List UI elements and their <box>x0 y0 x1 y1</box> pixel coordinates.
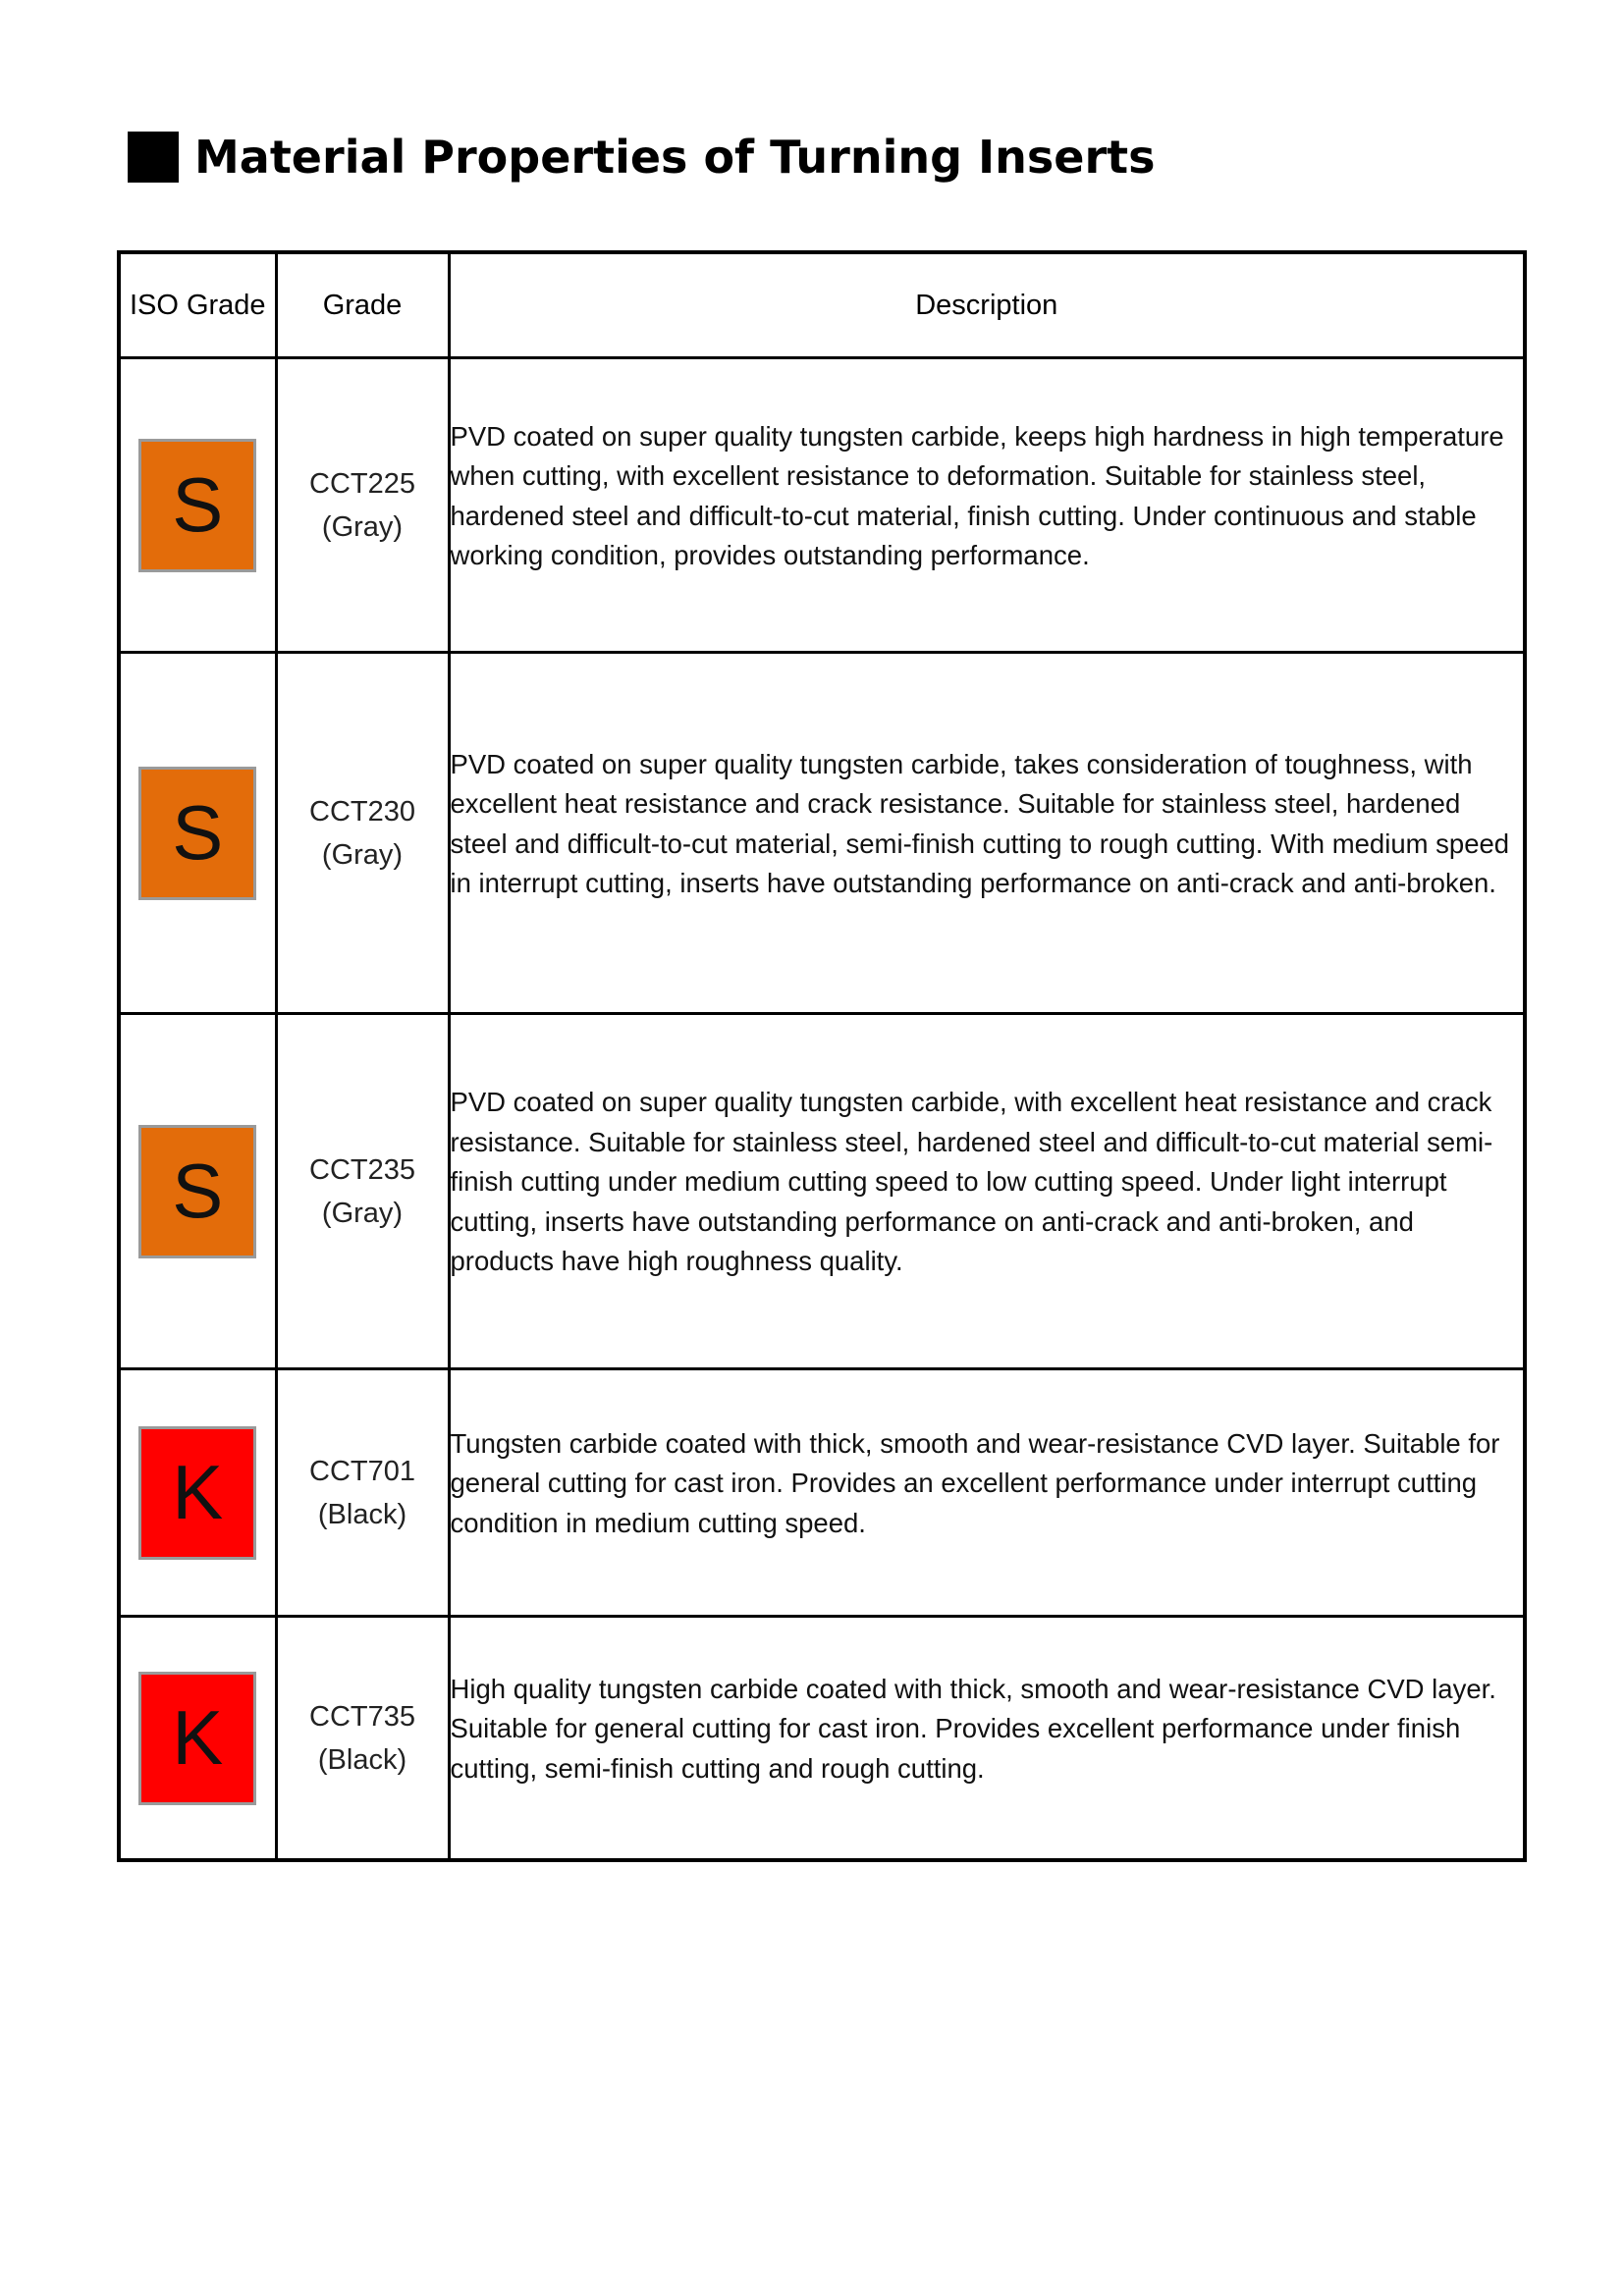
iso-grade-badge: S <box>138 767 256 900</box>
iso-grade-cell <box>119 1014 276 1369</box>
description-text: High quality tungsten carbide coated with thick, smooth and wear-resistance CVD layer. Suitable for general cutting for cast iron. Provides excellent performance under finish cutting, semi-finish cutting and rough cutting. <box>450 1673 1496 1784</box>
table-row <box>119 358 1525 653</box>
grade-code: CCT225 <box>309 467 415 500</box>
iso-grade-badge: K <box>138 1426 256 1560</box>
description-cell <box>449 653 1525 1014</box>
table-row <box>119 653 1525 1014</box>
description-text: PVD coated on super quality tungsten carbide, keeps high hardness in high temperature when cutting, with excellent resistance to deformation. Suitable for stainless steel, hardened steel and difficult-to-cut material, finish cutting. Under continuous and stable working condition, provides outstanding performance. <box>450 420 1504 570</box>
iso-grade-badge: S <box>138 439 256 572</box>
table-row <box>119 1369 1525 1617</box>
page-title <box>128 128 1156 187</box>
table-header-row <box>119 252 1525 358</box>
grade-color-note: (Black) <box>317 1498 407 1530</box>
description-cell <box>449 1617 1525 1861</box>
iso-grade-badge: K <box>138 1672 256 1805</box>
table-row <box>119 1014 1525 1369</box>
table-row <box>119 1617 1525 1861</box>
description-text: PVD coated on super quality tungsten carbide, with excellent heat resistance and crack resistance. Suitable for stainless steel, hardened steel and difficult-to-cut material semi-finish cutting under medium cutting speed to low cutting speed. Under light interrupt cutting, inserts have outstanding performance on anti-crack and anti-broken, and products have high roughness quality. <box>450 1087 1493 1277</box>
iso-grade-cell <box>119 1617 276 1861</box>
description-text: PVD coated on super quality tungsten carbide, takes consideration of toughness, with excellent heat resistance and crack resistance. Suitable for stainless steel, hardened steel and difficult-to-cut material, semi-finish cutting to rough cutting. With medium speed in interrupt cutting, inserts have outstanding performance on anti-crack and anti-broken. <box>450 748 1510 898</box>
grade-color-note: (Gray) <box>321 1197 404 1229</box>
description-text: Tungsten carbide coated with thick, smooth and wear-resistance CVD layer. Suitable for general cutting for cast iron. Provides an excellent performance under interrupt cutting condition in medium cutting speed. <box>450 1427 1500 1538</box>
grade-cell <box>276 1369 449 1617</box>
grade-code: CCT230 <box>309 795 415 828</box>
header-grade: Grade <box>276 252 449 358</box>
description-cell <box>449 1369 1525 1617</box>
header-iso-grade: ISO Grade <box>119 252 276 358</box>
iso-grade-badge: S <box>138 1125 256 1258</box>
grade-cell <box>276 1617 449 1861</box>
material-properties-table <box>117 250 1527 1862</box>
grade-cell <box>276 358 449 653</box>
description-cell <box>449 1014 1525 1369</box>
iso-grade-cell <box>119 1369 276 1617</box>
grade-code: CCT235 <box>309 1153 415 1186</box>
grade-color-note: (Black) <box>317 1743 407 1776</box>
page-title-text: Material Properties of Turning Inserts <box>194 131 1156 184</box>
grade-color-note: (Gray) <box>321 510 404 543</box>
title-bullet-square-icon <box>128 132 179 183</box>
iso-grade-cell <box>119 653 276 1014</box>
iso-grade-cell <box>119 358 276 653</box>
description-cell <box>449 358 1525 653</box>
grade-code: CCT701 <box>309 1455 415 1487</box>
grade-cell <box>276 1014 449 1369</box>
grade-color-note: (Gray) <box>321 838 404 871</box>
header-description: Description <box>449 252 1525 358</box>
grade-cell <box>276 653 449 1014</box>
grade-code: CCT735 <box>309 1700 415 1733</box>
